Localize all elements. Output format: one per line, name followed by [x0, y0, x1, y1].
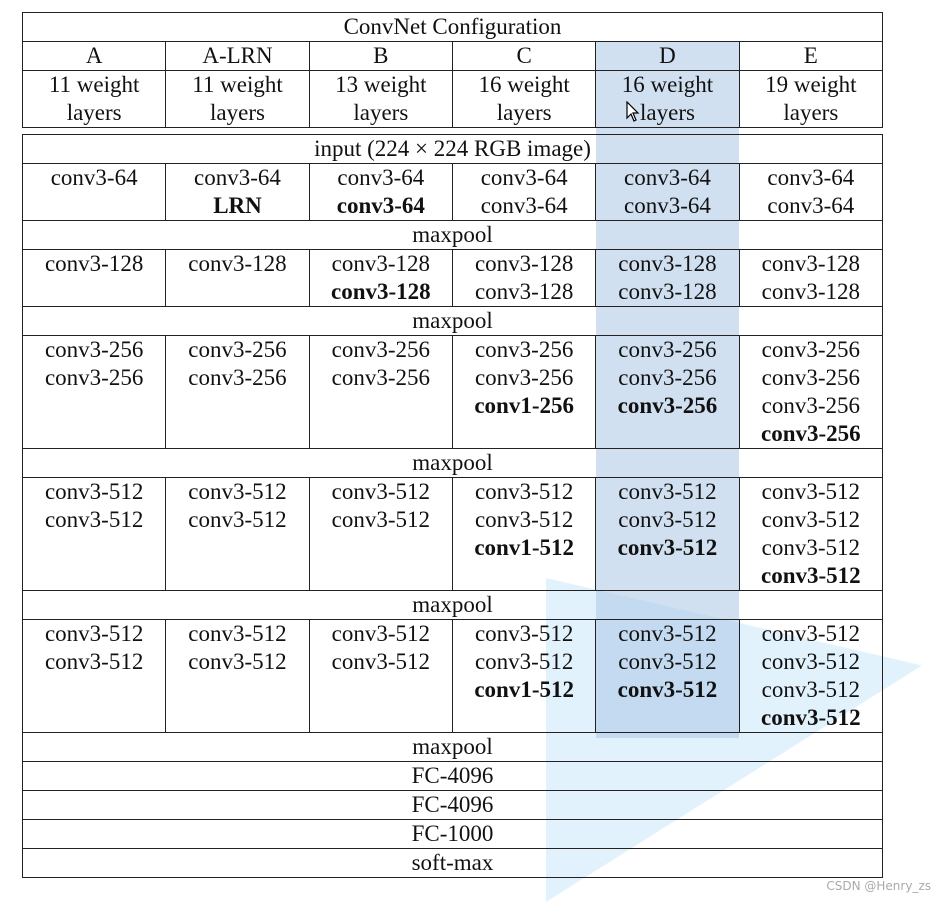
layer-label: conv3-128 [618, 251, 717, 276]
classifier-row [23, 849, 883, 878]
layer-label: conv3-512 [331, 507, 430, 532]
layer-label: conv3-256 [44, 365, 144, 390]
layer-cell-b [309, 164, 452, 221]
layer-label: conv3-256 [618, 337, 717, 362]
layer-label: conv3-512 [618, 649, 717, 674]
layer-cell-a [23, 478, 166, 591]
layer-label: conv3-128 [761, 251, 860, 276]
column-id-b: B [309, 42, 452, 71]
conv-block-row [23, 620, 883, 733]
depth-line: 16 weight [621, 72, 714, 97]
layer-cell-d [596, 250, 739, 307]
layer-label: conv3-512 [474, 479, 574, 504]
input-row [23, 135, 883, 164]
layer-label: conv3-256 [44, 337, 144, 362]
column-id-c: C [452, 42, 595, 71]
layer-label: conv3-512 [761, 535, 860, 560]
column-depth-row [23, 71, 883, 128]
layer-cell-d [596, 336, 739, 449]
layer-cell-a [23, 336, 166, 449]
maxpool-label: maxpool [23, 221, 883, 250]
layer-cell-e [739, 478, 882, 591]
maxpool-row [23, 733, 883, 762]
layer-label: conv3-512 [188, 479, 287, 504]
layer-label-new: LRN [213, 193, 262, 218]
layer-label-new: conv3-512 [760, 705, 861, 730]
layer-label: conv3-512 [761, 621, 860, 646]
layer-cell-b [309, 250, 452, 307]
maxpool-label: maxpool [23, 591, 883, 620]
layer-label: conv3-256 [474, 365, 574, 390]
maxpool-label: maxpool [23, 449, 883, 478]
layer-cell-a-lrn [166, 620, 309, 733]
layer-cell-a-lrn [166, 250, 309, 307]
layer-label: conv3-512 [331, 649, 430, 674]
maxpool-label: maxpool [23, 307, 883, 336]
layer-label: conv3-512 [761, 507, 860, 532]
layer-cell-a [23, 620, 166, 733]
layer-label: conv3-128 [188, 251, 287, 276]
depth-line: layers [210, 100, 265, 125]
classifier-row [23, 820, 883, 849]
layer-label: conv3-256 [761, 365, 860, 390]
layer-label: conv3-256 [761, 337, 860, 362]
layer-label-new: conv3-256 [760, 421, 861, 446]
column-id-d: D [596, 42, 739, 71]
watermark: CSDN @Henry_zs [826, 879, 931, 893]
table-title: ConvNet Configuration [23, 13, 883, 42]
layer-label: conv3-256 [188, 365, 287, 390]
layer-label: conv3-512 [474, 649, 574, 674]
layer-label: conv3-128 [331, 251, 430, 276]
layer-cell-b [309, 620, 452, 733]
layer-label-new: conv3-256 [617, 393, 718, 418]
layer-cell-c [452, 336, 595, 449]
layer-label-new: conv3-512 [617, 535, 718, 560]
depth-line: 11 weight [48, 72, 140, 97]
classifier-row [23, 762, 883, 791]
column-depth-e [739, 71, 882, 128]
layer-cell-a [23, 250, 166, 307]
layer-label: conv3-512 [44, 507, 144, 532]
depth-line: layers [783, 100, 839, 125]
layer-cell-e [739, 336, 882, 449]
layer-label-new: conv1-512 [474, 535, 574, 560]
layer-cell-d [596, 620, 739, 733]
layer-label: conv3-128 [44, 251, 144, 276]
layer-cell-e [739, 164, 882, 221]
layer-label: conv3-64 [480, 193, 568, 218]
layer-cell-a-lrn [166, 164, 309, 221]
depth-line: layers [353, 100, 409, 125]
layer-label: conv3-512 [188, 507, 287, 532]
layer-label: conv3-512 [761, 479, 860, 504]
layer-label: conv3-512 [44, 621, 144, 646]
mouse-cursor-icon [626, 101, 640, 123]
layer-cell-d [596, 478, 739, 591]
layer-cell-c [452, 250, 595, 307]
layer-label: conv3-512 [331, 479, 430, 504]
conv-block-row [23, 336, 883, 449]
depth-line: layers [496, 100, 552, 125]
layer-label: conv3-512 [474, 507, 574, 532]
layer-label: conv3-512 [44, 479, 144, 504]
column-id-row [23, 42, 883, 71]
layer-cell-c [452, 620, 595, 733]
column-depth-a-lrn [166, 71, 309, 128]
config-layers-table [22, 134, 883, 878]
layer-cell-b [309, 478, 452, 591]
layer-label: conv3-512 [618, 507, 717, 532]
depth-line: 13 weight [335, 72, 427, 97]
layer-label: conv3-256 [331, 337, 430, 362]
layer-label: conv3-64 [624, 165, 711, 190]
layer-label: conv3-128 [618, 279, 717, 304]
input-label: input (224 × 224 RGB image) [23, 135, 883, 164]
maxpool-row [23, 307, 883, 336]
config-header-table [22, 12, 883, 128]
table-title-row [23, 13, 883, 42]
layer-label-new: conv1-512 [474, 677, 574, 702]
layer-label: conv3-64 [767, 165, 855, 190]
layer-label: conv3-128 [474, 279, 574, 304]
layer-cell-e [739, 620, 882, 733]
column-depth-d [596, 71, 739, 128]
column-depth-c [452, 71, 595, 128]
layer-label: conv3-512 [188, 621, 287, 646]
layer-cell-a-lrn [166, 478, 309, 591]
layer-label: conv3-256 [618, 365, 717, 390]
layer-label-new: conv3-512 [760, 563, 861, 588]
layer-label: conv3-512 [618, 621, 717, 646]
layer-label: conv3-512 [474, 621, 574, 646]
layer-cell-a-lrn [166, 336, 309, 449]
depth-line: layers [640, 100, 695, 125]
layer-label: conv3-512 [761, 677, 860, 702]
layer-cell-c [452, 164, 595, 221]
layer-label: conv3-128 [474, 251, 574, 276]
layer-label: conv3-64 [50, 165, 138, 190]
column-id-a-lrn: A-LRN [166, 42, 309, 71]
column-id-a: A [23, 42, 166, 71]
conv-block-row [23, 250, 883, 307]
layer-label: conv3-512 [188, 649, 287, 674]
layer-label: conv3-256 [761, 393, 860, 418]
layer-cell-b [309, 336, 452, 449]
layer-label: conv3-64 [767, 193, 855, 218]
layer-label: conv3-512 [331, 621, 430, 646]
layer-label: conv3-512 [618, 479, 717, 504]
classifier-layer-label: FC-1000 [23, 820, 883, 849]
depth-line: 19 weight [765, 72, 857, 97]
layer-label-new: conv3-128 [330, 279, 431, 304]
column-id-e: E [739, 42, 882, 71]
maxpool-row [23, 221, 883, 250]
column-depth-b [309, 71, 452, 128]
layer-label: conv3-256 [474, 337, 574, 362]
layer-cell-d [596, 164, 739, 221]
layer-label-new: conv3-64 [336, 193, 425, 218]
classifier-layer-label: soft-max [23, 849, 883, 878]
maxpool-row [23, 591, 883, 620]
layer-label: conv3-64 [194, 165, 281, 190]
conv-block-row [23, 164, 883, 221]
layer-label: conv3-64 [337, 165, 425, 190]
classifier-row [23, 791, 883, 820]
layer-label: conv3-512 [761, 649, 860, 674]
layer-label: conv3-256 [188, 337, 287, 362]
layer-label: conv3-256 [331, 365, 430, 390]
layer-cell-e [739, 250, 882, 307]
layer-label: conv3-64 [480, 165, 568, 190]
layer-label: conv3-64 [624, 193, 711, 218]
layer-label: conv3-512 [44, 649, 144, 674]
depth-line: layers [66, 100, 122, 125]
maxpool-label: maxpool [23, 733, 883, 762]
depth-line: 11 weight [192, 72, 283, 97]
classifier-layer-label: FC-4096 [23, 791, 883, 820]
layer-label: conv3-128 [761, 279, 860, 304]
layer-label-new: conv3-512 [617, 677, 718, 702]
classifier-layer-label: FC-4096 [23, 762, 883, 791]
column-depth-a [23, 71, 166, 128]
conv-block-row [23, 478, 883, 591]
layer-cell-c [452, 478, 595, 591]
depth-line: 16 weight [478, 72, 570, 97]
layer-cell-a [23, 164, 166, 221]
layer-label-new: conv1-256 [474, 393, 574, 418]
maxpool-row [23, 449, 883, 478]
